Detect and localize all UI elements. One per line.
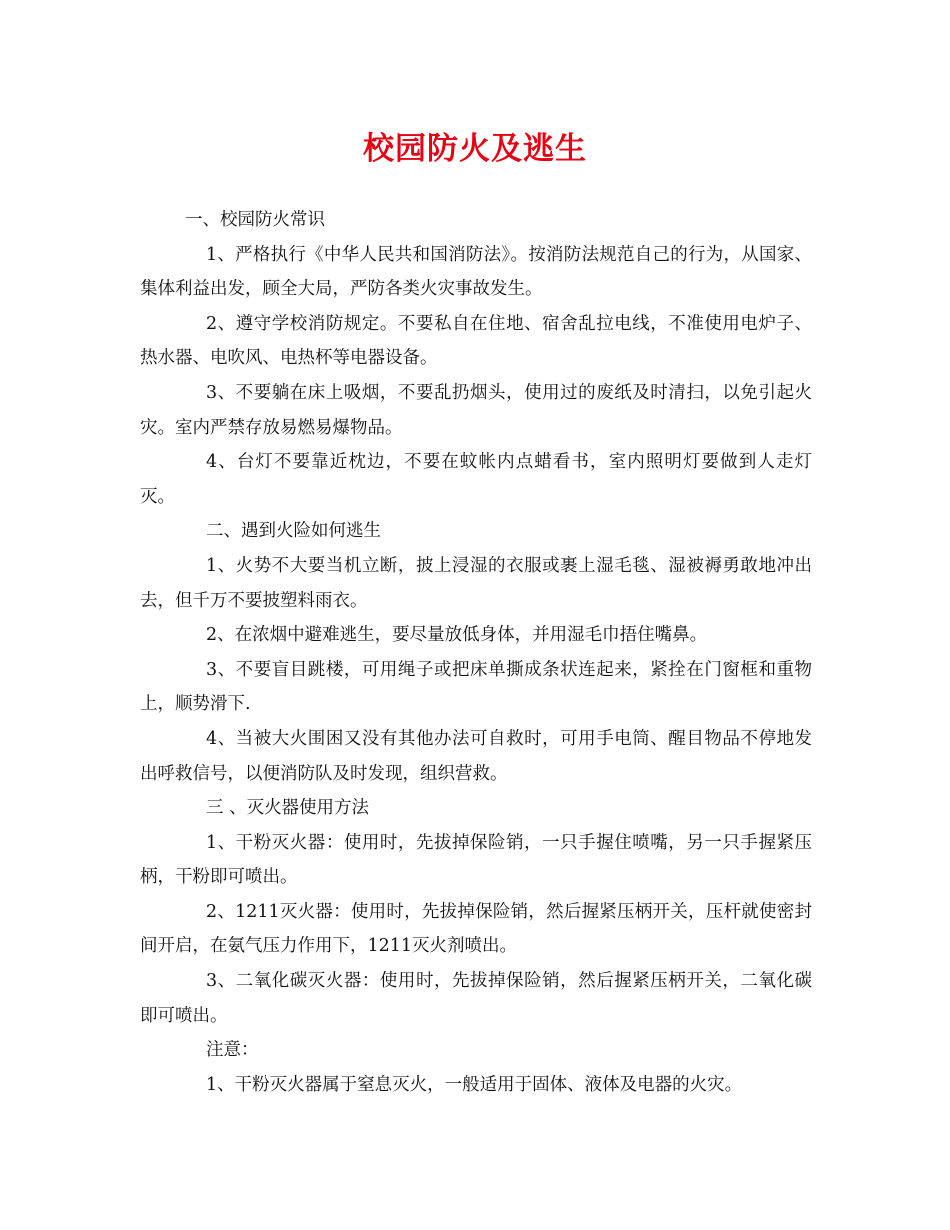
paragraph: 1、干粉灭火器属于窒息灭火，一般适用于固体、液体及电器的火灾。: [206, 1074, 743, 1095]
paragraph: 3、二氧化碳灭火器：使用时，先拔掉保险销，然后握紧压柄开关，二氧化碳即可喷出。: [140, 971, 812, 1026]
paragraph: 2、1211灭火器：使用时，先拔掉保险销，然后握紧压柄开关，压杆就使密封间开启，在氨气压力作用下，1211灭火剂喷出。: [140, 901, 812, 957]
paragraph: 1、火势不大要当机立断，披上浸湿的衣服或裹上湿毛毯、湿被褥勇敢地冲出去，但千万不要披塑料雨衣。: [140, 555, 812, 611]
section-heading: 一、校园防火常识: [185, 210, 325, 230]
document-body: [140, 203, 812, 1102]
paragraph: 1、干粉灭火器：使用时，先拔掉保险销，一只手握住喷嘴，另一只手握紧压柄，干粉即可喷出。: [140, 832, 812, 888]
note-label: 注意：: [206, 1040, 259, 1061]
section-heading: 二、遇到火险如何逃生: [206, 521, 381, 542]
paragraph: 3、不要盲目跳楼，可用绳子或把床单撕成条状连起来，紧拴在门窗框和重物上，顺势滑下.: [140, 659, 812, 715]
document-title: 校园防火及逃生: [363, 131, 587, 167]
section-heading: 三 、灭火器使用方法: [206, 798, 370, 819]
paragraph: 2、遵守学校消防规定。不要私自在住地、宿舍乱拉电线，不准使用电炉子、热水器、电吹风、电热杯等电器设备。: [140, 313, 812, 369]
paragraph: 4、当被大火围困又没有其他办法可自救时，可用手电筒、醒目物品不停地发出呼救信号，以便消防队及时发现，组织营救。: [140, 728, 812, 784]
paragraph: 1、严格执行《中华人民共和国消防法》。按消防法规范自己的行为，从国家、集体利益出发，顾全大局，严防各类火灾事故发生。: [140, 244, 812, 300]
paragraph: 2、在浓烟中避难逃生，要尽量放低身体，并用湿毛巾捂住嘴鼻。: [206, 625, 708, 646]
paragraph: 3、不要躺在床上吸烟，不要乱扔烟头，使用过的废纸及时清扫，以免引起火灾。室内严禁存放易燃易爆物品。: [140, 382, 812, 438]
paragraph: 4、台灯不要靠近枕边，不要在蚊帐内点蜡看书，室内照明灯要做到人走灯灭。: [140, 452, 812, 507]
